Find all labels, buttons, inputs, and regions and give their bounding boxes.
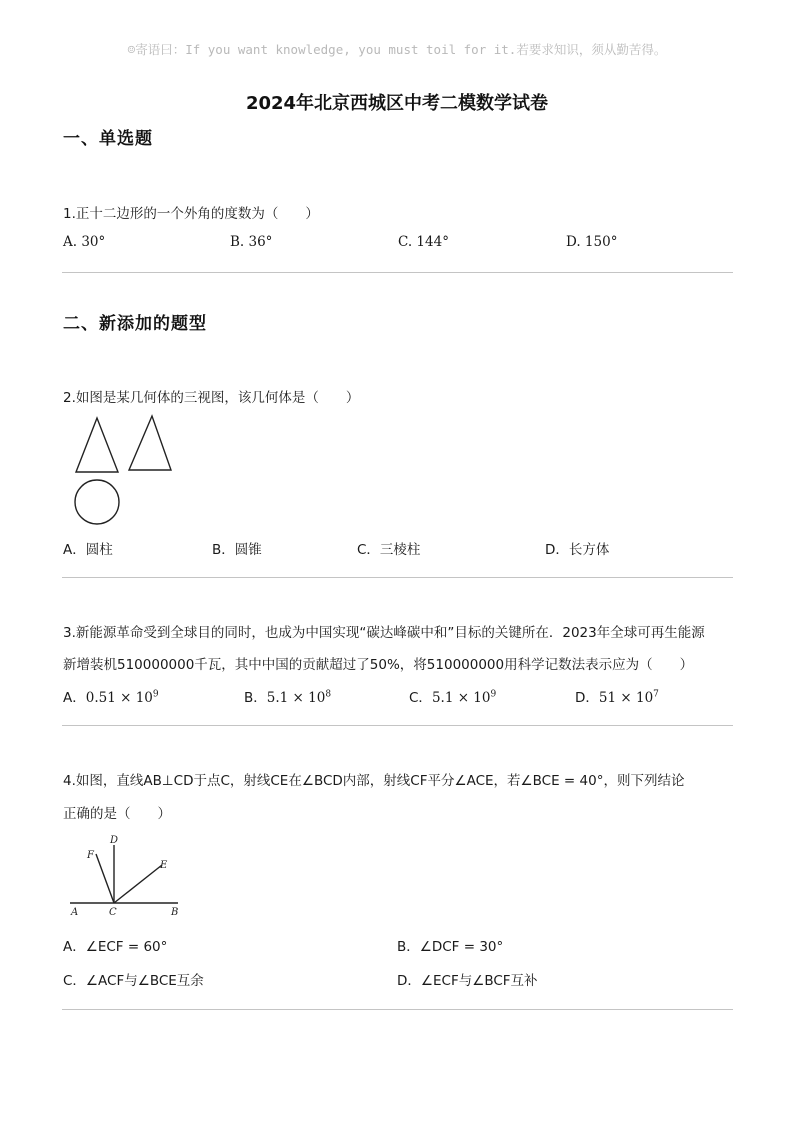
q3-option-d[interactable] xyxy=(575,686,659,706)
divider xyxy=(62,577,733,578)
divider xyxy=(62,272,733,273)
q4-option-c[interactable]: C．∠ACF与∠BCE互余 xyxy=(63,973,204,989)
label-a: A xyxy=(71,907,79,918)
question-1-text: 1.正十二边形的一个外角的度数为（ ） xyxy=(63,206,319,222)
q3-option-c-letter: C． xyxy=(409,690,432,706)
page-title: 2024年北京西城区中考二模数学试卷 xyxy=(245,93,549,114)
ray-ce xyxy=(114,865,162,903)
section-heading-single-choice: 一、单选题 xyxy=(63,129,153,149)
three-view-figure xyxy=(70,412,180,532)
q3-option-b-mantissa: 5.1 × 10 xyxy=(266,690,326,706)
motto-watermark: ☺寄语曰：If you want knowledge, you must toil for it.若要求知识，须从勤苦得。 xyxy=(127,42,667,57)
q4-option-a[interactable]: A．∠ECF = 60° xyxy=(63,939,168,955)
label-d: D xyxy=(110,835,119,846)
q1-option-c[interactable]: C. 144° xyxy=(398,234,449,250)
q2-option-d[interactable]: D．长方体 xyxy=(545,542,610,558)
q3-option-b-letter: B． xyxy=(244,690,267,706)
section-heading-new-type: 二、新添加的题型 xyxy=(63,314,207,334)
q3-option-a-letter: A． xyxy=(63,690,86,706)
angle-figure xyxy=(66,832,196,922)
top-view-circle xyxy=(75,480,119,524)
q3-option-a[interactable] xyxy=(63,686,159,706)
question-4-line-1: 4.如图，直线AB⊥CD于点C，射线CE在∠BCD内部，射线CF平分∠ACE，若∠BCE = 40°，则下列结论 xyxy=(63,773,685,789)
side-view-triangle xyxy=(129,416,171,470)
question-3-line-2: 新增装机510000000千瓦，其中中国的贡献超过了50%，将510000000用科学记数法表示应为（ ） xyxy=(63,657,694,673)
question-2-text: 2.如图是某几何体的三视图，该几何体是（ ） xyxy=(63,390,360,406)
label-b: B xyxy=(171,907,179,918)
q3-option-d-letter: D． xyxy=(575,690,599,706)
q3-option-c-mantissa: 5.1 × 10 xyxy=(431,690,491,706)
q3-option-b-exponent: 8 xyxy=(325,689,332,700)
q1-option-a[interactable]: A. 30° xyxy=(63,234,106,250)
q1-option-b[interactable]: B. 36° xyxy=(230,234,273,250)
q3-option-c[interactable] xyxy=(409,686,496,706)
question-3-line-1: 3.新能源革命受到全球目的同时，也成为中国实现“碳达峰碳中和”目标的关键所在．2023年全球可再生能源 xyxy=(63,625,705,641)
q1-option-d[interactable]: D. 150° xyxy=(566,234,618,250)
front-view-triangle xyxy=(76,418,118,472)
label-f: F xyxy=(87,850,94,861)
q4-option-d[interactable]: D．∠ECF与∠BCF互补 xyxy=(397,973,538,989)
divider xyxy=(62,725,733,726)
label-c: C xyxy=(109,907,117,918)
question-4-line-2: 正确的是（ ） xyxy=(63,806,171,822)
ray-cf xyxy=(96,854,114,903)
q3-option-b[interactable] xyxy=(244,686,331,706)
q2-option-a[interactable]: A．圆柱 xyxy=(63,542,113,558)
q3-option-a-exponent: 9 xyxy=(152,689,159,700)
q2-option-b[interactable]: B．圆锥 xyxy=(212,542,262,558)
q4-option-b[interactable]: B．∠DCF = 30° xyxy=(397,939,504,955)
q3-option-d-exponent: 7 xyxy=(653,689,659,700)
q2-option-c[interactable]: C．三棱柱 xyxy=(357,542,421,558)
divider xyxy=(62,1009,733,1010)
q3-option-a-mantissa: 0.51 × 10 xyxy=(85,690,153,706)
q3-option-c-exponent: 9 xyxy=(490,689,497,700)
label-e: E xyxy=(160,860,168,871)
q3-option-d-mantissa: 51 × 10 xyxy=(598,690,654,706)
